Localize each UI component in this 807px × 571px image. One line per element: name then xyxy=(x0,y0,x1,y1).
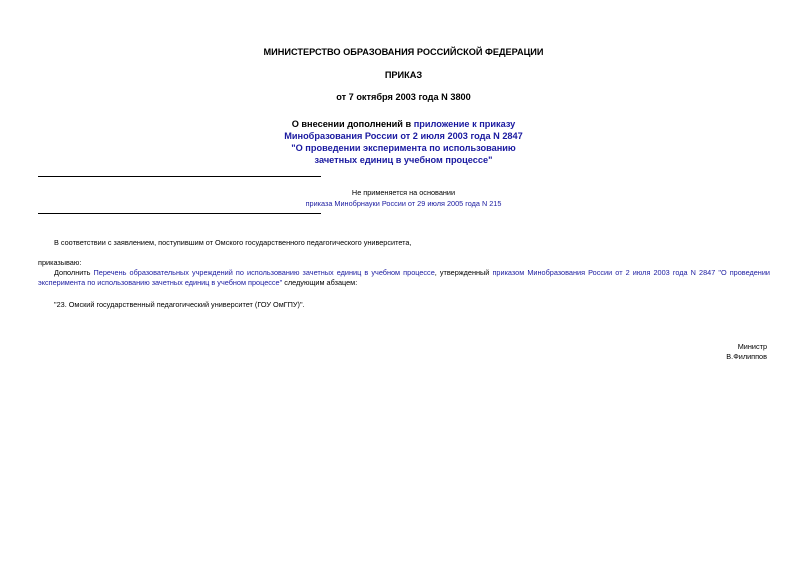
para-new-item: "23. Омский государственный педагогический университет (ГОУ ОмГПУ)". xyxy=(54,300,305,309)
link-order-2847-part-1[interactable]: приказом Минобразования России от 2 июля 2003 года N 2847 "О проведении xyxy=(492,268,770,277)
title-line-1 xyxy=(0,118,807,130)
para-supplement-line-2 xyxy=(38,278,357,288)
title-line-2[interactable]: Минобразования России от 2 июля 2003 года N 2847 xyxy=(284,131,523,141)
para-supplement-line-1 xyxy=(54,268,770,278)
link-institutions-list[interactable]: Перечень образовательных учреждений по использованию зачетных единиц в учебном процессе xyxy=(93,268,435,277)
para-prikazyvayu: приказываю: xyxy=(38,258,82,267)
para-supplement-end: следующим абзацем: xyxy=(282,278,358,287)
title-link-appendix[interactable]: приложение к приказу xyxy=(413,119,516,129)
signature-name: В.Филиппов xyxy=(726,352,767,361)
para-supplement-start: Дополнить xyxy=(54,268,94,277)
doc-type: ПРИКАЗ xyxy=(384,70,423,80)
para-basis: В соответствии с заявлением, поступившим от Омского государственного педагогического университета, xyxy=(54,238,412,247)
status-link-repeal-order[interactable]: приказа Минобрнауки России от 29 июля 2005 года N 215 xyxy=(305,199,502,208)
title-line-4[interactable]: зачетных единиц в учебном процессе" xyxy=(314,155,493,165)
status-note: Не применяется на основании xyxy=(351,188,456,197)
title-line-3[interactable]: "О проведении эксперимента по использованию xyxy=(291,143,516,153)
divider-top xyxy=(38,176,321,177)
ministry-name: МИНИСТЕРСТВО ОБРАЗОВАНИЯ РОССИЙСКОЙ ФЕДЕРАЦИИ xyxy=(263,47,544,57)
title-prefix: О внесении дополнений в xyxy=(291,119,414,129)
doc-date: от 7 октября 2003 года N 3800 xyxy=(336,92,471,102)
divider-bottom xyxy=(38,213,321,214)
link-order-2847-part-2[interactable]: эксперимента по использованию зачетных единиц в учебном процессе" xyxy=(38,278,283,287)
para-supplement-mid: , утвержденный xyxy=(434,268,493,277)
signature-role: Министр xyxy=(737,342,767,351)
